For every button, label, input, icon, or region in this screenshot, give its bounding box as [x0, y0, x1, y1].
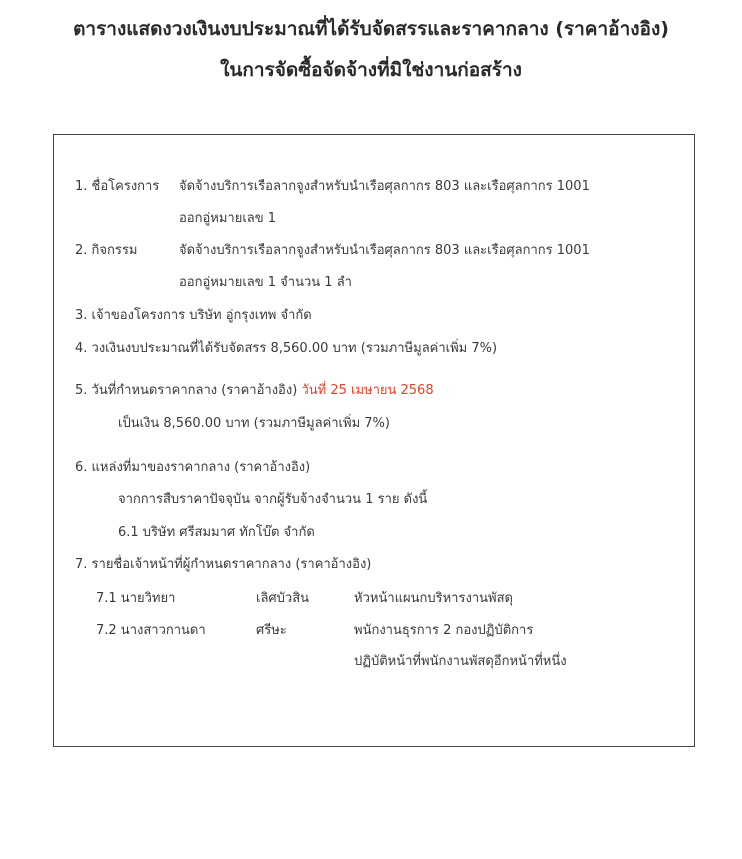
member-position-line2: ปฏิบัติหน้าที่พนักงานพัสดุอีกหน้าที่หนึ่ง [354, 654, 567, 669]
reference-date-label: 5. วันที่กำหนดราคากลาง (ราคาอ้างอิง) [75, 383, 298, 398]
project-line1: จัดจ้างบริการเรือลากจูงสำหรับนำเรือศุลกากร 803 และเรือศุลกากร 1001 [179, 179, 590, 194]
member-name: 7.2 นางสาวกานดา [96, 623, 206, 638]
activity-line2: ออกอู่หมายเลข 1 จำนวน 1 ลำ [179, 275, 352, 290]
reference-amount: เป็นเงิน 8,560.00 บาท (รวมภาษีมูลค่าเพิ่ม 7%) [118, 416, 390, 431]
source-detail: จากการสืบราคาปัจจุบัน จากผู้รับจ้างจำนวน 1 ราย ดังนี้ [118, 492, 428, 507]
reference-date-line [75, 379, 434, 400]
committee-label: 7. รายชื่อเจ้าหน้าที่ผู้กำหนดราคากลาง (ราคาอ้างอิง) [75, 557, 372, 572]
budget-text: 4. วงเงินงบประมาณที่ได้รับจัดสรร 8,560.00 บาท (รวมภาษีมูลค่าเพิ่ม 7%) [75, 341, 498, 356]
activity-line1: จัดจ้างบริการเรือลากจูงสำหรับนำเรือศุลกากร 803 และเรือศุลกากร 1001 [179, 243, 590, 258]
member-position: หัวหน้าแผนกบริหารงานพัสดุ [354, 591, 513, 606]
reference-date-value: วันที่ 25 เมษายน 2568 [301, 383, 434, 398]
page-subtitle: ในการจัดซื้อจัดจ้างที่มิใช่งานก่อสร้าง [220, 59, 522, 81]
source-vendor: 6.1 บริษัท ศรีสมมาศ ทักโบ๊ต จำกัด [118, 525, 315, 540]
source-label: 6. แหล่งที่มาของราคากลาง (ราคาอ้างอิง) [75, 460, 311, 475]
member-surname: เลิศบัวสิน [256, 591, 310, 606]
member-name: 7.1 นายวิทยา [96, 591, 176, 606]
member-position: พนักงานธุรการ 2 กองปฏิบัติการ [354, 623, 534, 638]
owner-text: 3. เจ้าของโครงการ บริษัท อู่กรุงเทพ จำกัด [75, 308, 312, 323]
content-box [53, 134, 695, 747]
member-surname: ศรีษะ [256, 623, 287, 638]
page-title: ตารางแสดงวงเงินงบประมาณที่ได้รับจัดสรรและราคากลาง (ราคาอ้างอิง) [73, 18, 669, 40]
project-label: 1. ชื่อโครงการ [75, 179, 160, 194]
project-line2: ออกอู่หมายเลข 1 [179, 211, 277, 226]
activity-label: 2. กิจกรรม [75, 243, 138, 258]
